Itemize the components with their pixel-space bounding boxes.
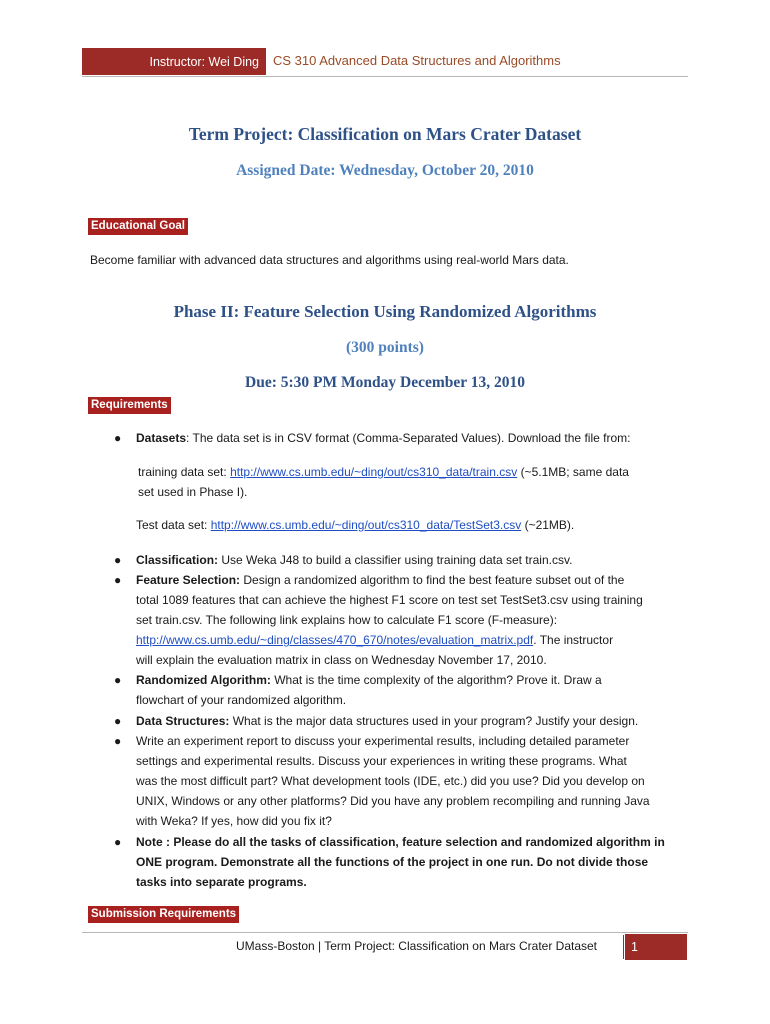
bullet-dot: ● [114,431,122,445]
randomized-algorithm-line1: What is the time complexity of the algorithm? Prove it. Draw a [270,673,602,687]
phase-points: (300 points) [346,339,424,356]
classification-text: Use Weka J48 to build a classifier using training data set train.csv. [218,553,573,567]
header-course-title: CS 310 Advanced Data Structures and Algorithms [273,53,561,68]
assigned-date: Assigned Date: Wednesday, October 20, 2010 [236,162,534,179]
bullet-dot: ● [114,734,122,748]
bullet-dot: ● [114,673,122,687]
note-item [136,832,666,892]
document-title: Term Project: Classification on Mars Crater Dataset [188,124,582,144]
test-data-link[interactable]: http://www.cs.umb.edu/~ding/out/cs310_data/TestSet3.csv [210,518,522,532]
report-line1: Write an experiment report to discuss your experimental results, including detailed parameter [136,734,630,748]
datasets-item [136,428,666,448]
report-line3: was the most difficult part? What development tools (IDE, etc.) did you use? Did you develop on [136,774,645,788]
evaluation-matrix-link[interactable]: http://www.cs.umb.edu/~ding/classes/470_670/notes/evaluation_matrix.pdf [136,633,534,647]
bullet-dot: ● [114,573,122,587]
test-prefix: Test data set: [136,518,211,532]
training-prefix: training data set: [138,465,231,479]
header-divider [82,76,688,77]
classification-item [136,550,666,570]
feature-selection-line5: will explain the evaluation matrix in class on Wednesday November 17, 2010. [136,653,547,667]
report-line4: UNIX, Windows or any other platforms? Did you have any problem recompiling and running Java [136,794,650,808]
data-structures-label: Data Structures: [136,714,230,728]
educational-goal-text: Become familiar with advanced data structures and algorithms using real-world Mars data. [90,253,569,267]
datasets-text: : The data set is in CSV format (Comma-Separated Values). Download the file from: [186,431,631,445]
data-structures-item [136,711,666,731]
training-data-line-2: set used in Phase I). [138,485,248,499]
bullet-dot: ● [114,714,122,728]
randomized-algorithm-item [136,670,666,710]
feature-selection-item [136,570,666,670]
footer-separator [623,935,624,959]
page-number-text: 1 [631,940,638,954]
feature-selection-line3: set train.csv. The following link explains how to calculate F1 score (F-measure): [136,613,558,627]
training-data-link[interactable]: http://www.cs.umb.edu/~ding/out/cs310_data/train.csv [230,465,518,479]
page-number [625,934,687,960]
footer-text: UMass-Boston | Term Project: Classification on Mars Crater Dataset [236,939,598,953]
bullet-dot: ● [114,553,122,567]
header-instructor-tab [82,48,266,75]
note-line1: Note : Please do all the tasks of classification, feature selection and randomized algorithm in [136,835,665,849]
randomized-algorithm-line2: flowchart of your randomized algorithm. [136,693,347,707]
feature-selection-label: Feature Selection: [136,573,241,587]
feature-selection-line4: . The instructor [533,633,614,647]
header-instructor-text: Instructor: Wei Ding [149,54,259,69]
feature-selection-line1: Design a randomized algorithm to find the best feature subset out of the [240,573,625,587]
report-line2: settings and experimental results. Discuss your experiences in writing these programs. What [136,754,627,768]
footer-divider [82,932,688,933]
test-data-line [136,515,666,535]
data-structures-text: What is the major data structures used in your program? Justify your design. [229,714,639,728]
educational-goal-heading: Educational Goal [88,218,188,235]
datasets-label: Datasets [136,431,187,445]
training-suffix: (~5.1MB; same data [517,465,629,479]
feature-selection-line2: total 1089 features that can achieve the highest F1 score on test set TestSet3.csv using training [136,593,643,607]
phase-due-date: Due: 5:30 PM Monday December 13, 2010 [245,374,525,391]
bullet-dot: ● [114,835,122,849]
report-line5: with Weka? If yes, how did you fix it? [136,814,332,828]
submission-requirements-heading: Submission Requirements [88,906,239,923]
training-data-line [138,462,668,482]
classification-label: Classification: [136,553,219,567]
test-suffix: (~21MB). [521,518,575,532]
note-line2: ONE program. Demonstrate all the functions of the project in one run. Do not divide those [136,855,649,869]
report-item [136,731,666,831]
phase-title: Phase II: Feature Selection Using Randomized Algorithms [173,302,597,321]
randomized-algorithm-label: Randomized Algorithm: [136,673,271,687]
requirements-heading: Requirements [88,397,171,414]
note-line3: tasks into separate programs. [136,875,307,889]
